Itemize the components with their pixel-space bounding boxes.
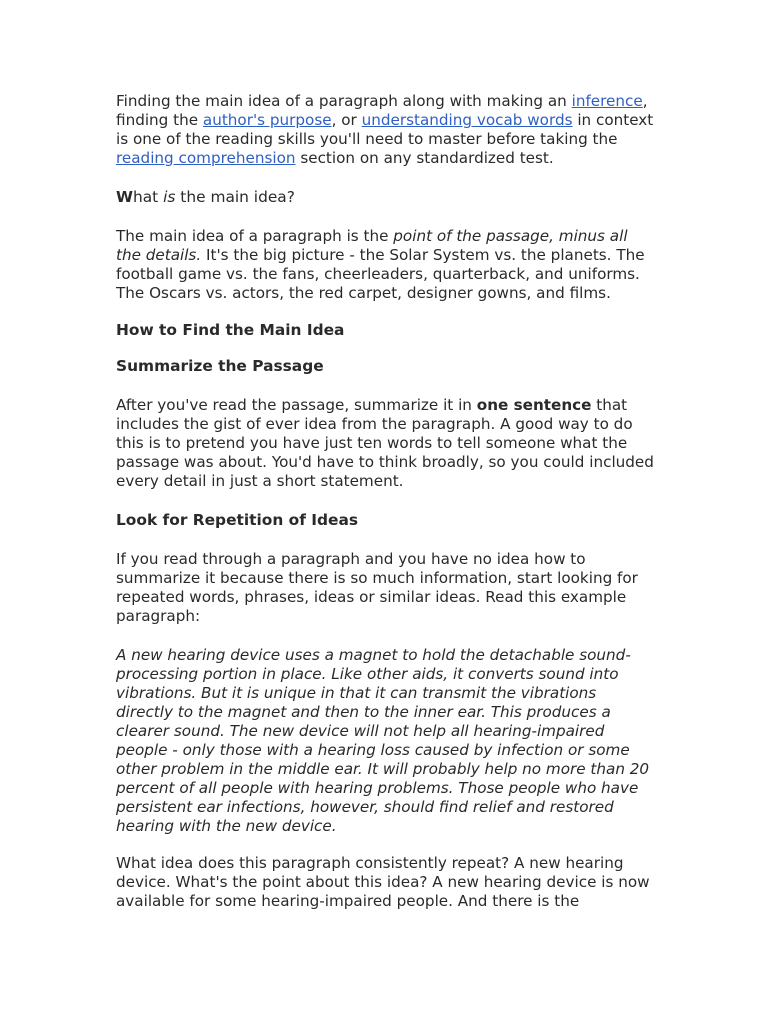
intro-paragraph [116,92,656,168]
heading-how-to-find: How to Find the Main Idea [116,321,345,339]
heading-what-is-main-idea [116,188,656,207]
authors-purpose-link[interactable]: author's purpose [202,111,332,129]
main-idea-text: The main idea of a paragraph is the [116,227,394,245]
main-idea-text: It's the big picture - the Solar System vs. the planets. The football game vs. the fans, cheerleaders, quarterback, and uniforms. The Oscars vs. actors, the red carpet, designer gowns, and films. [116,246,645,302]
intro-text: , finding the [116,92,648,129]
heading-repetition: Look for Repetition of Ideas [116,511,359,529]
heading-is: is [163,188,176,206]
intro-text: section on any standardized test. [295,149,554,167]
example-paragraph: A new hearing device uses a magnet to hold the detachable sound-processing portion in place. Like other aids, it converts sound into vibrations. But it is unique in that it can transmit the vibrations directly to the magnet and then to the inner ear. This produces a clearer sound. The new device will not help all hearing-impaired people - only those with a hearing loss caused by infection or some other problem in the middle ear. It will probably help no more than 20 percent of all people with hearing problems. Those people who have persistent ear infections, however, should find relief and restored hearing with the new device. [116,646,650,835]
intro-text: Finding the main idea of a paragraph along with making an [116,92,572,110]
vocab-words-link[interactable]: understanding vocab words [361,111,573,129]
article-body [116,92,656,911]
summarize-paragraph [116,396,656,491]
intro-text: , or [331,111,362,129]
intro-text: in context is one of the reading skills you'll need to master before taking the [116,111,654,148]
summarize-bold: one sentence [476,396,592,414]
reading-comprehension-link[interactable]: reading comprehension [116,149,296,167]
main-idea-emphasis: point of the passage, minus all the details. [116,227,628,264]
repetition-paragraph: If you read through a paragraph and you have no idea how to summarize it because there is so much information, start looking for repeated words, phrases, ideas or similar ideas. Read this example paragraph: [116,550,638,625]
heading-w: W [116,188,133,206]
heading-rest: the main idea? [175,188,295,206]
summarize-text: After you've read the passage, summarize it in [116,396,477,414]
main-idea-paragraph [116,227,656,303]
summarize-text: that includes the gist of ever idea from the paragraph. A good way to do this is to pretend you have just ten words to tell someone what the passage was about. You'd have to think broadly, so you could included every detail in just a short statement. [116,396,654,490]
heading-summarize: Summarize the Passage [116,357,324,375]
closing-paragraph: What idea does this paragraph consistently repeat? A new hearing device. What's the point about this idea? A new hearing device is now available for some hearing-impaired people. And there is the [116,854,650,910]
heading-hat: hat [132,188,164,206]
inference-link[interactable]: inference [571,92,643,110]
